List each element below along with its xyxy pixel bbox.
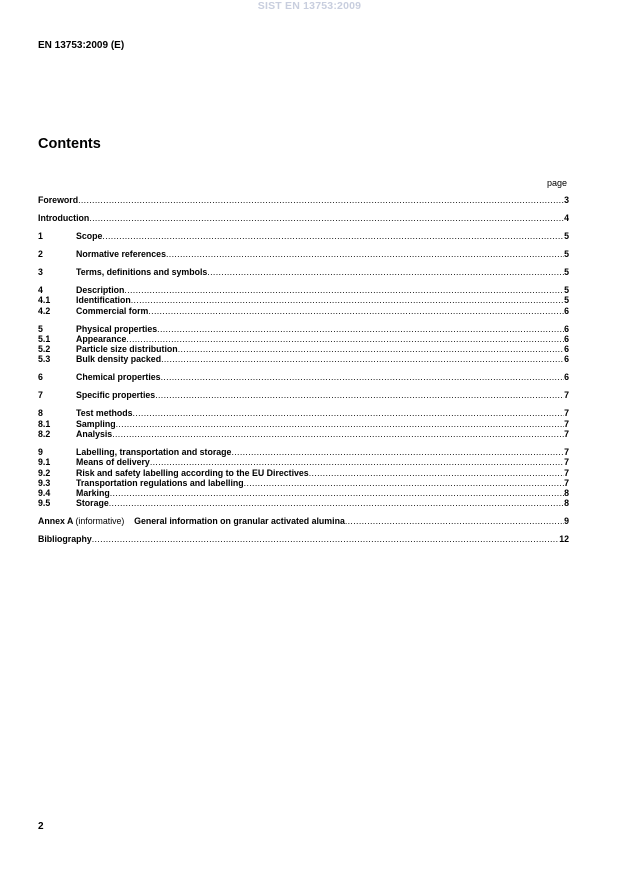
toc-entry-2[interactable] <box>38 249 569 259</box>
toc-entry-title: Physical properties <box>76 323 158 334</box>
toc-entry-title: Labelling, transportation and storage <box>76 446 232 457</box>
toc-entry-title: Scope <box>76 230 103 241</box>
dot-leader <box>112 429 564 439</box>
dot-leader <box>309 468 564 478</box>
table-of-contents <box>38 195 569 545</box>
toc-entry-page: 6 <box>564 305 569 316</box>
toc-entry-page: 5 <box>564 284 569 295</box>
toc-entry-number: 5.3 <box>38 354 51 365</box>
toc-entry-9[interactable] <box>38 447 569 457</box>
toc-entry-title: Appearance <box>76 333 127 344</box>
toc-entry-number: 5 <box>38 323 43 334</box>
toc-entry-number: 9.4 <box>38 488 51 499</box>
toc-entry-page: 8 <box>564 488 569 499</box>
toc-entry-bibliography[interactable] <box>38 534 569 544</box>
watermark: SIST EN 13753:2009 <box>257 0 362 12</box>
toc-entry-title: Bulk density packed <box>76 354 162 365</box>
page-number: 2 <box>38 821 44 832</box>
toc-entry-8-2[interactable] <box>38 429 569 439</box>
toc-entry-page: 9 <box>564 516 569 527</box>
dot-leader <box>148 306 564 316</box>
document-id: EN 13753:2009 (E) <box>38 40 125 51</box>
toc-entry-number: 9.5 <box>38 498 51 509</box>
toc-entry-9-3[interactable] <box>38 478 569 488</box>
toc-entry-title: Introduction <box>38 212 90 223</box>
toc-entry-page: 6 <box>564 344 569 355</box>
toc-entry-3[interactable] <box>38 267 569 277</box>
toc-entry-9-4[interactable] <box>38 488 569 498</box>
contents-title: Contents <box>38 136 101 152</box>
dot-leader <box>244 478 564 488</box>
toc-entry-page: 8 <box>564 498 569 509</box>
toc-entry-page: 7 <box>564 428 569 439</box>
toc-entry-number: 6 <box>38 372 43 383</box>
toc-entry-title: Chemical properties <box>76 372 161 383</box>
toc-entry-title: Storage <box>76 498 109 509</box>
toc-entry-page: 5 <box>564 266 569 277</box>
toc-entry-page: 7 <box>564 418 569 429</box>
toc-entry-page: 5 <box>564 295 569 306</box>
toc-entry-title: Description <box>76 284 125 295</box>
toc-entry-title: Transportation regulations and labelling <box>76 477 244 488</box>
dot-leader <box>178 344 564 354</box>
toc-entry-title: Risk and safety labelling according to the EU Directives <box>76 467 309 478</box>
toc-entry-5-2[interactable] <box>38 344 569 354</box>
toc-entry-number: 8.2 <box>38 428 51 439</box>
toc-entry-number: 4.2 <box>38 305 51 316</box>
dot-leader <box>166 249 564 259</box>
dot-leader <box>92 534 559 544</box>
dot-leader <box>207 267 564 277</box>
toc-entry-title: Normative references <box>76 248 166 259</box>
toc-entry-number: 2 <box>38 248 43 259</box>
toc-entry-title: Means of delivery <box>76 457 150 468</box>
dot-leader <box>345 516 564 526</box>
toc-entry-title: Commercial form <box>76 305 149 316</box>
toc-entry-number: 8.1 <box>38 418 51 429</box>
toc-entry-page: 7 <box>564 457 569 468</box>
toc-entry-annex-a[interactable] <box>38 516 569 526</box>
toc-entry-4[interactable] <box>38 285 569 295</box>
dot-leader <box>116 419 565 429</box>
toc-entry-title: Sampling <box>76 418 116 429</box>
page-column-label: page <box>546 178 567 188</box>
toc-entry-page: 3 <box>564 195 569 205</box>
toc-entry-page: 4 <box>564 212 569 223</box>
dot-leader <box>109 498 564 508</box>
toc-annex-label <box>38 516 345 526</box>
toc-entry-page: 7 <box>564 467 569 478</box>
dot-leader <box>157 324 564 334</box>
toc-entry-title: Specific properties <box>76 390 156 401</box>
toc-entry-page: 7 <box>564 390 569 401</box>
toc-entry-9-2[interactable] <box>38 468 569 478</box>
toc-entry-page: 12 <box>559 534 569 545</box>
dot-leader <box>150 457 564 467</box>
dot-leader <box>155 390 564 400</box>
toc-entry-foreword[interactable] <box>38 195 569 205</box>
dot-leader <box>102 231 564 241</box>
toc-entry-5-1[interactable] <box>38 334 569 344</box>
toc-entry-5-3[interactable] <box>38 354 569 364</box>
toc-entry-introduction[interactable] <box>38 213 569 223</box>
annex-label: Annex A <box>38 516 74 527</box>
toc-entry-8-1[interactable] <box>38 419 569 429</box>
toc-entry-page: 7 <box>564 408 569 419</box>
toc-entry-page: 6 <box>564 333 569 344</box>
toc-entry-number: 9.3 <box>38 477 51 488</box>
dot-leader <box>231 447 564 457</box>
annex-type: (informative) <box>75 516 125 527</box>
toc-entry-page: 5 <box>564 230 569 241</box>
toc-entry-title: Particle size distribution <box>76 344 178 355</box>
toc-entry-number: 5.2 <box>38 344 51 355</box>
toc-entry-7[interactable] <box>38 390 569 400</box>
dot-leader <box>124 285 564 295</box>
toc-entry-title: Bibliography <box>38 534 92 545</box>
toc-entry-5[interactable] <box>38 324 569 334</box>
toc-entry-9-1[interactable] <box>38 457 569 467</box>
toc-entry-number: 1 <box>38 230 43 241</box>
toc-entry-9-5[interactable] <box>38 498 569 508</box>
dot-leader <box>110 488 564 498</box>
toc-entry-4-2[interactable] <box>38 306 569 316</box>
toc-entry-page: 6 <box>564 354 569 365</box>
toc-entry-page: 7 <box>564 477 569 488</box>
toc-entry-number: 9.1 <box>38 457 51 468</box>
toc-entry-number: 3 <box>38 266 43 277</box>
toc-entry-4-1[interactable] <box>38 295 569 305</box>
toc-entry-title: Test methods <box>76 408 133 419</box>
toc-entry-number: 8 <box>38 408 43 419</box>
toc-entry-number: 4.1 <box>38 295 51 306</box>
toc-entry-8[interactable] <box>38 408 569 418</box>
toc-entry-title: Terms, definitions and symbols <box>76 266 208 277</box>
toc-entry-number: 9 <box>38 446 43 457</box>
dot-leader <box>126 334 564 344</box>
toc-entry-number: 4 <box>38 284 43 295</box>
toc-entry-title: Marking <box>76 488 110 499</box>
toc-entry-title: General information on granular activated alumina <box>134 516 345 527</box>
toc-entry-number: 5.1 <box>38 333 51 344</box>
toc-entry-title: Foreword <box>38 195 79 205</box>
toc-entry-number: 9.2 <box>38 467 51 478</box>
dot-leader <box>131 295 564 305</box>
dot-leader <box>133 408 565 418</box>
dot-leader <box>161 354 564 364</box>
dot-leader <box>89 213 564 223</box>
toc-entry-title: Identification <box>76 295 131 306</box>
toc-entry-page: 6 <box>564 372 569 383</box>
dot-leader <box>161 372 565 382</box>
dot-leader <box>78 195 564 205</box>
toc-entry-6[interactable] <box>38 372 569 382</box>
toc-entry-page: 6 <box>564 323 569 334</box>
toc-entry-page: 5 <box>564 248 569 259</box>
toc-entry-number: 7 <box>38 390 43 401</box>
toc-entry-page: 7 <box>564 446 569 457</box>
toc-entry-title: Analysis <box>76 428 113 439</box>
toc-entry-1[interactable] <box>38 231 569 241</box>
